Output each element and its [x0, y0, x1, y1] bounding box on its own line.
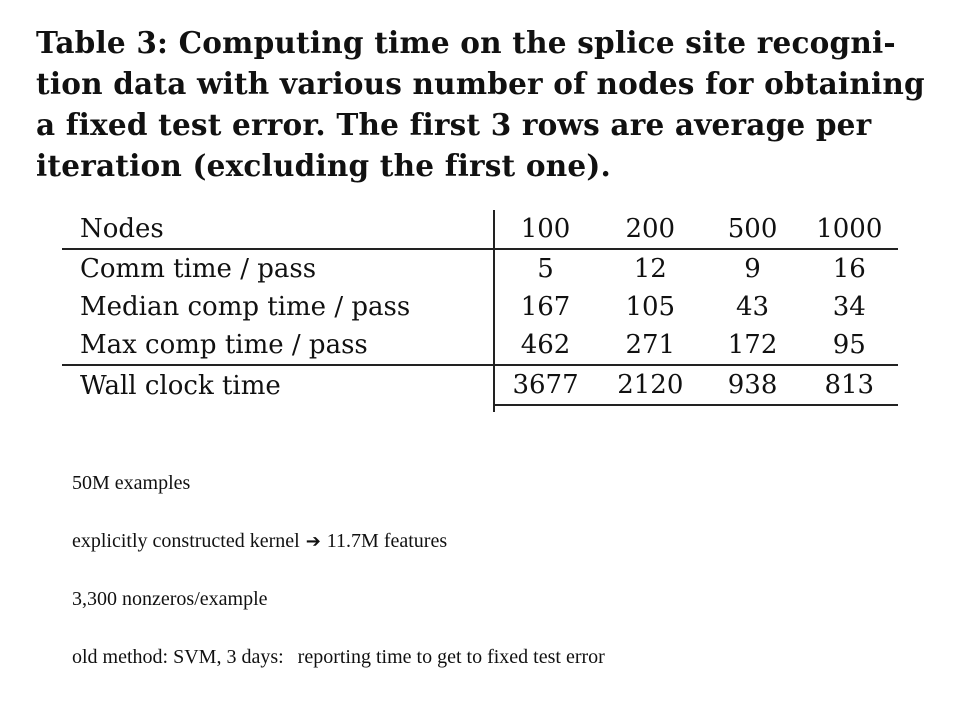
caption-line: tion data with various number of nodes for obtaining [36, 66, 925, 101]
results-table-container [62, 210, 898, 412]
spacer-cell [494, 405, 596, 412]
divider-extension [62, 405, 494, 412]
table-cell: 938 [705, 365, 801, 405]
spacer-cell [801, 405, 898, 412]
row-label: Median comp time / pass [62, 288, 494, 326]
table-cell: 105 [625, 292, 676, 322]
table-row [62, 326, 898, 365]
table-cell: 2120 [596, 365, 704, 405]
spacer-cell [596, 405, 704, 412]
table-cell: 462 [494, 326, 596, 365]
header-cell: Nodes [62, 210, 494, 249]
table-cell: 271 [596, 326, 704, 365]
spacer-cell [705, 405, 801, 412]
note-kernel [72, 530, 447, 553]
table-cell: 16 [832, 254, 866, 284]
note-kernel-right: 11.7M features [326, 530, 448, 552]
results-table [62, 210, 898, 412]
caption-line: Table 3: Computing time on the splice site recogni- [36, 25, 896, 60]
caption-line: a fixed test error. The first 3 rows are average per [36, 107, 872, 142]
header-cell: 500 [705, 210, 801, 249]
row-label: Wall clock time [62, 365, 494, 405]
table-cell: 34 [832, 292, 866, 322]
table-row [62, 288, 898, 326]
table-cell: 43 [736, 292, 770, 322]
note-old-method-left: old method: SVM, 3 days: [72, 646, 284, 668]
note-old-method [72, 646, 605, 669]
header-cell: 1000 [801, 210, 898, 249]
table-header-row [62, 210, 898, 249]
caption-line: iteration (excluding the first one). [36, 148, 611, 183]
table-cell: 12 [633, 254, 667, 284]
note-examples: 50M examples [72, 472, 191, 494]
table-cell: 172 [705, 326, 801, 365]
table-row-total [62, 365, 898, 405]
table-cell: 813 [801, 365, 898, 405]
note-old-method-right: reporting time to get to fixed test error [297, 646, 605, 668]
table-cell: 9 [744, 254, 761, 284]
note-kernel-left: explicitly constructed kernel [72, 530, 300, 552]
table-row [62, 249, 898, 288]
table-cell: 167 [520, 292, 571, 322]
row-label: Comm time / pass [62, 249, 494, 288]
row-label: Max comp time / pass [62, 326, 494, 365]
table-cell: 3677 [494, 365, 596, 405]
table-cell: 5 [537, 254, 554, 284]
table-cell: 95 [801, 326, 898, 365]
header-cell: 200 [596, 210, 704, 249]
table-caption [36, 22, 936, 186]
note-nonzeros: 3,300 nonzeros/example [72, 588, 268, 610]
table-bottom-spacer [62, 405, 898, 412]
right-arrow-icon: ➔ [305, 531, 321, 552]
header-cell: 100 [494, 210, 596, 249]
